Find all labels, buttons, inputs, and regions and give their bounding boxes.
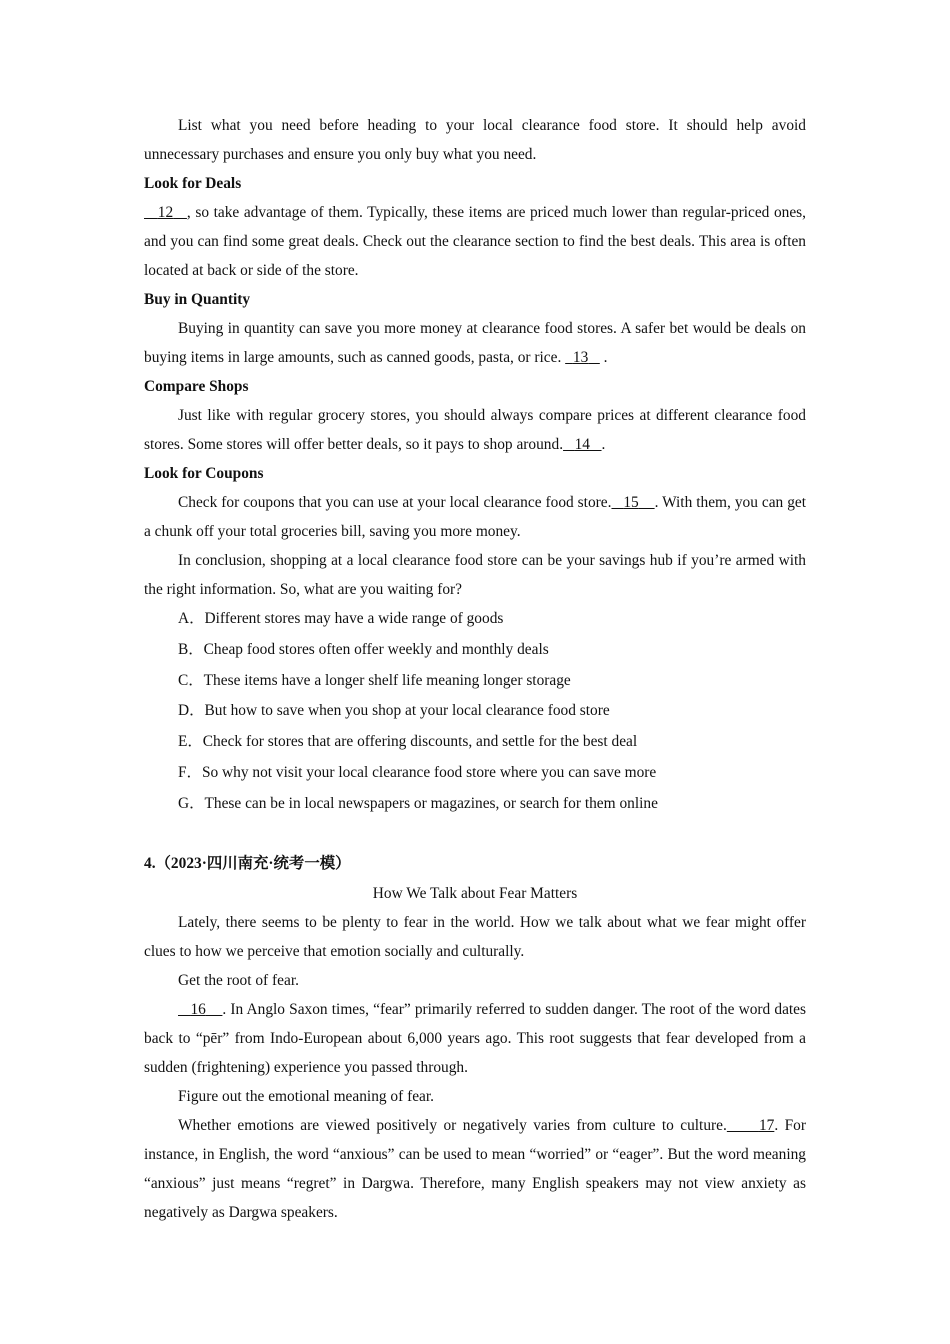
blank-17: 17 [758,1116,775,1134]
answer-options [144,604,806,820]
blank-14: 14 [574,436,590,453]
compare-paragraph: Just like with regular grocery stores, you should always compare prices at different clearance food stores. Some stores will offer better deals, so it pays to shop around. 14 . [144,407,806,453]
option-c: C．These items have a longer shelf life meaning longer storage [178,671,571,689]
option-g: G．These can be in local newspapers or magazines, or search for them online [178,794,658,812]
intro-paragraph: List what you need before heading to your local clearance food store. It should help avoid unnecessary purchases and ensure you only buy what you need. [144,117,806,163]
option-d: D．But how to save when you shop at your local clearance food store [178,702,610,720]
heading-look-for-deals: Look for Deals [144,175,242,192]
option-a: A．Different stores may have a wide range of goods [178,610,504,627]
blank-12: 12 [157,204,174,221]
quantity-paragraph: Buying in quantity can save you more money at clearance food stores. A safer bet would be deals on buying items in large amounts, such as canned goods, pasta, or rice. 13 . [144,320,806,366]
blank-15: 15 [623,494,639,511]
section-gap [144,820,806,849]
document-page [144,111,806,1227]
conclusion-paragraph: In conclusion, shopping at a local clearance food store can be your savings hub if you’re armed with the right information. So, what are you waiting for? [144,552,806,598]
fear-paragraph-1: Lately, there seems to be plenty to fear in the world. How we talk about what we fear might offer clues to how we perceive that emotion socially and culturally. [144,913,806,960]
heading-buy-in-quantity: Buy in Quantity [144,291,251,308]
option-b: B．Cheap food stores often offer weekly and monthly deals [178,640,549,658]
blank-16: 16 [190,1000,206,1018]
fear-subheading-emotional: Figure out the emotional meaning of fear. [178,1087,435,1105]
option-f: F．So why not visit your local clearance food store where you can save more [178,763,657,781]
option-e: E．Check for stores that are offering discounts, and settle for the best deal [178,733,638,751]
fear-paragraph-2: 16 . In Anglo Saxon times, “fear” primarily referred to sudden danger. The root of the word dates back to “pēr” from Indo-European about 6,000 years ago. This root suggests that fear developed from a sudden (frightening) experience you passed through. [144,1000,807,1076]
heading-look-for-coupons: Look for Coupons [144,465,264,482]
passage-title: How We Talk about Fear Matters [372,884,578,902]
question-number: 4.（2023·四川南充·统考一模） [144,854,351,872]
fear-paragraph-3: Whether emotions are viewed positively or negatively varies from culture to culture. 17. For instance, in English, the word “anxious” can be used to mean “worried” or “eager”. But the word meaning “anxious” just means “regret” in Dargwa. Therefore, many English speakers may not view anxiety as negatively as Dargwa speakers. [144,1116,806,1221]
blank-13: 13 [572,349,589,366]
coupons-paragraph: Check for coupons that you can use at your local clearance food store. 15 . With them, you can get a chunk off your total groceries bill, saving you more money. [144,494,807,540]
fear-subheading-root: Get the root of fear. [178,971,299,989]
deals-paragraph: 12 , so take advantage of them. Typically, these items are priced much lower than regular-priced ones, and you can find some great deals. Check out the clearance section to find the best deals. This area is often located at back or side of the store. [144,204,807,279]
heading-compare-shops: Compare Shops [144,378,249,395]
